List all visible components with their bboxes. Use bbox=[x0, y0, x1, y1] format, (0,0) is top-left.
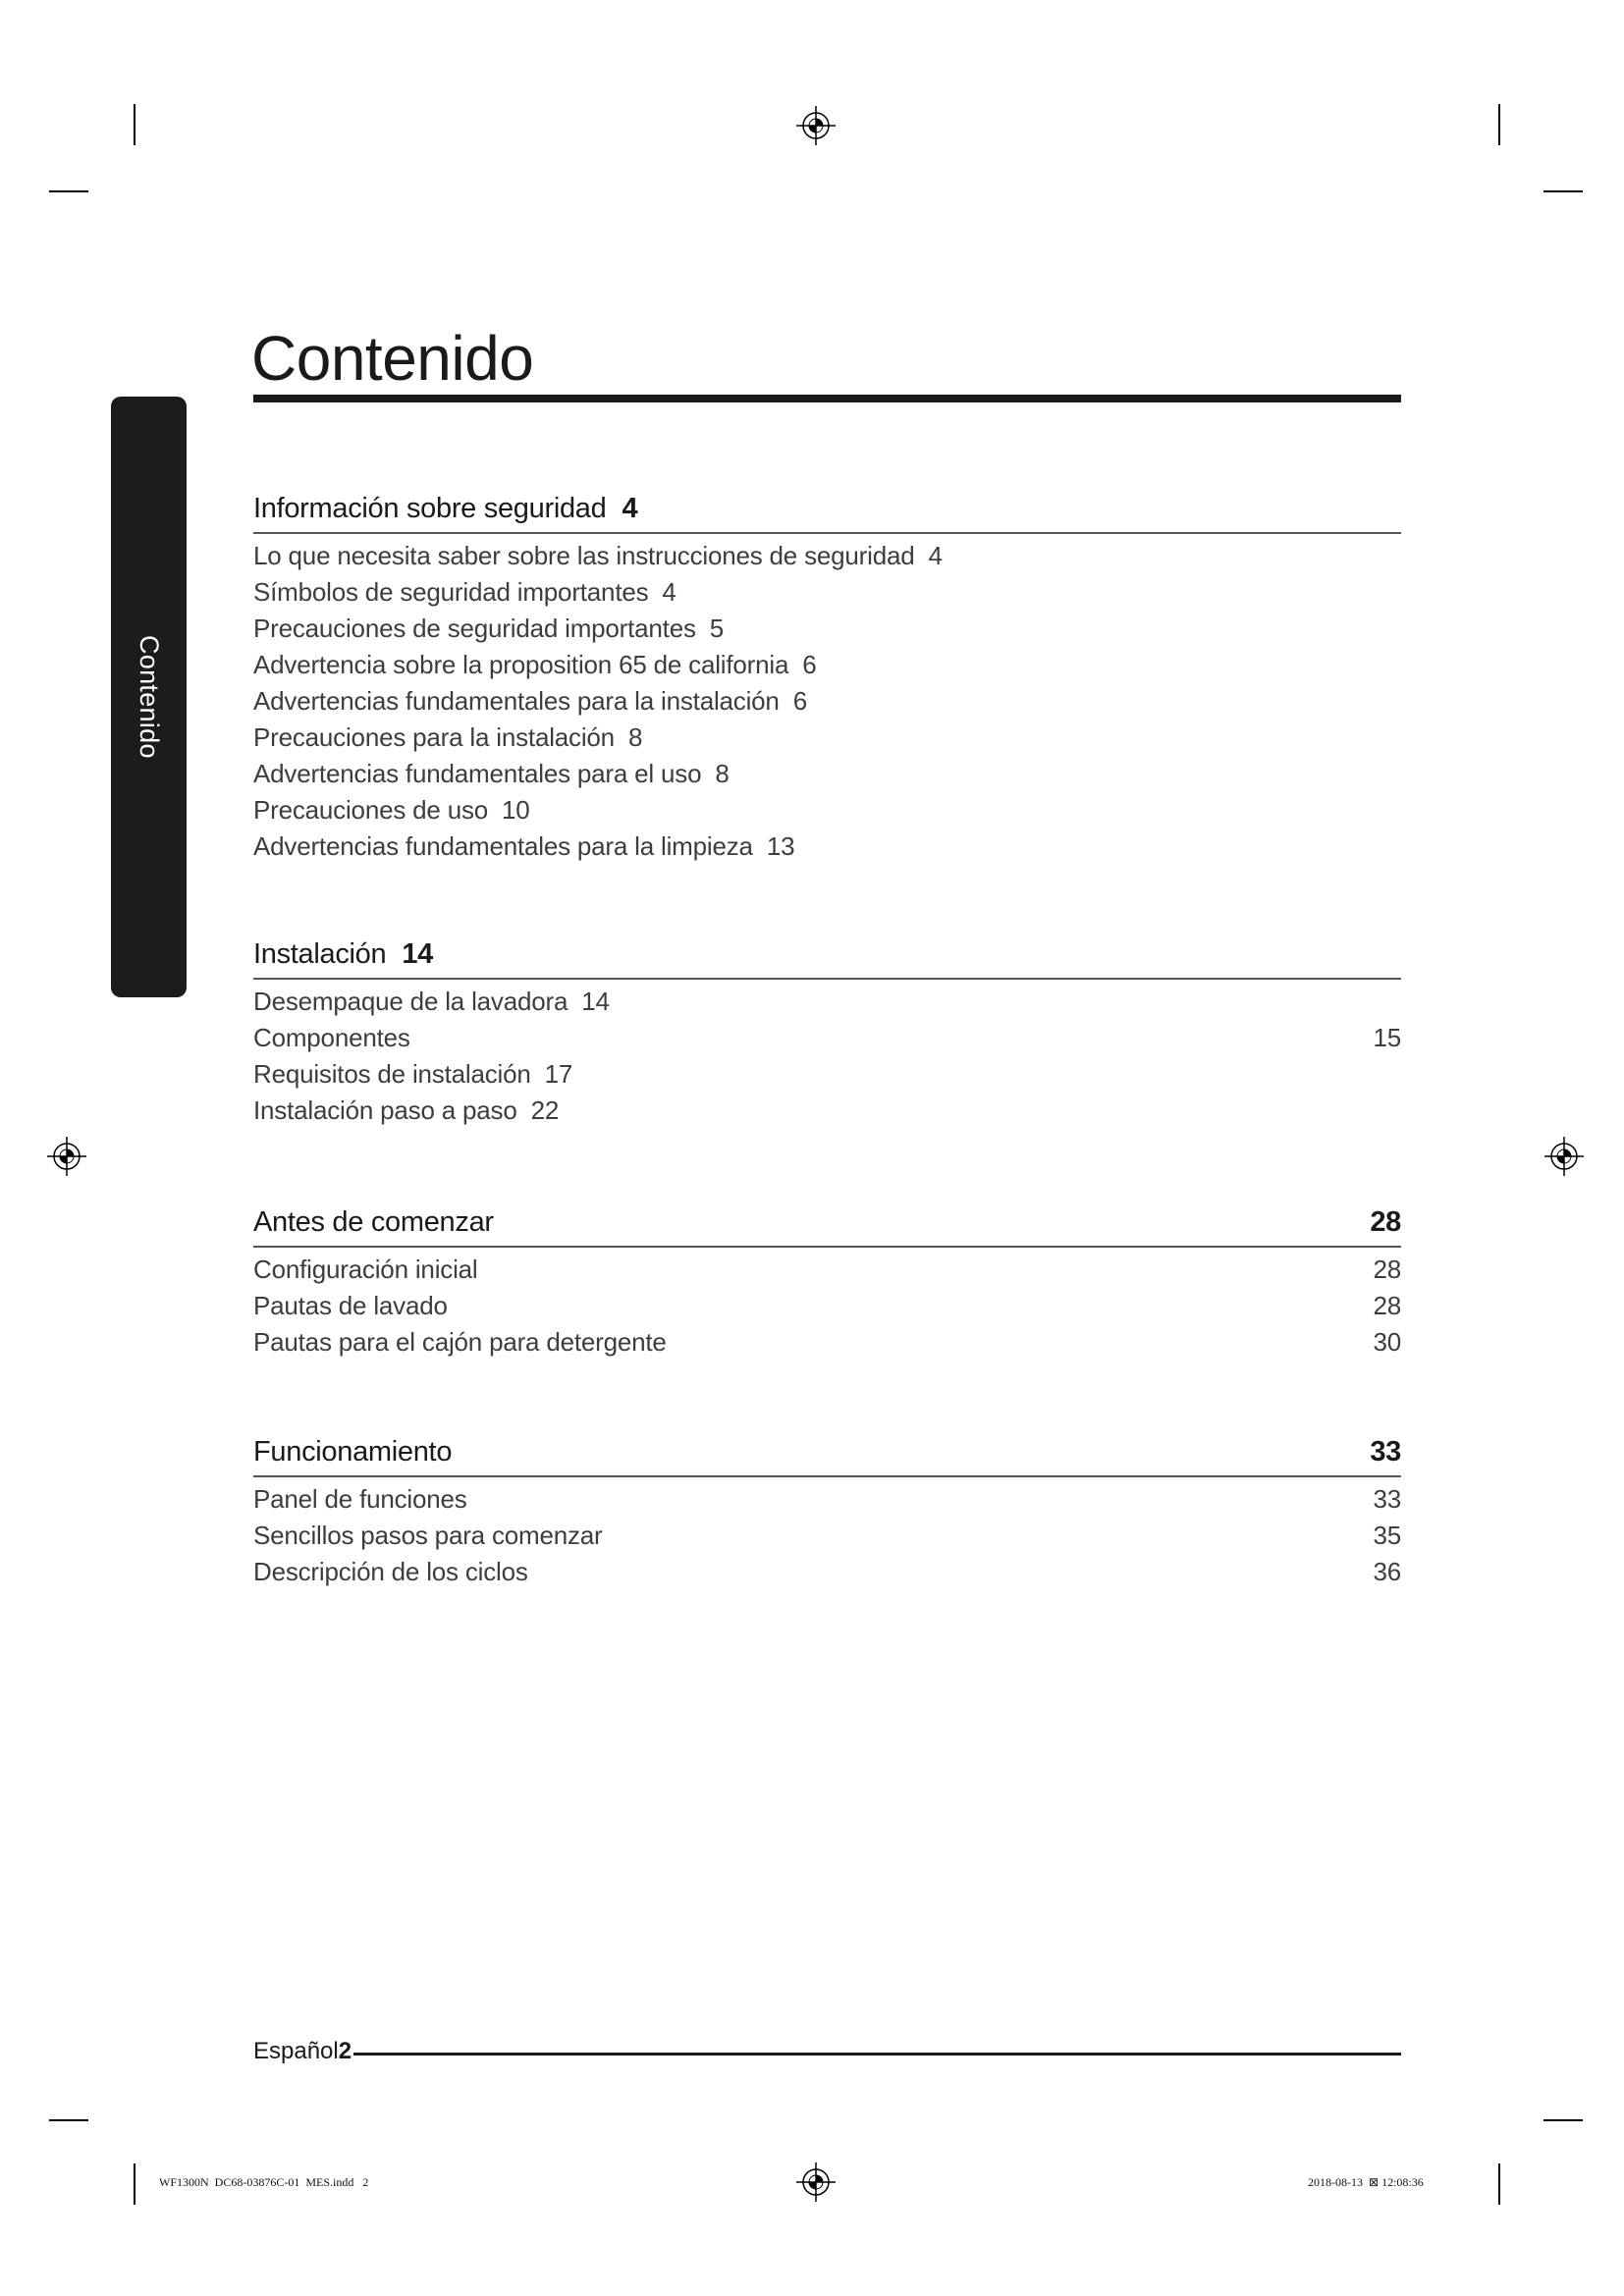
registration-target-icon bbox=[794, 104, 838, 147]
toc-heading[interactable] bbox=[253, 936, 1401, 972]
slug-time: 12:08:36 bbox=[1381, 2175, 1424, 2189]
toc-entry[interactable] bbox=[253, 1554, 1401, 1590]
print-slug-timestamp bbox=[1308, 2174, 1424, 2190]
crop-mark-bottom-right-vertical bbox=[1498, 2163, 1500, 2205]
toc-heading-page: 28 bbox=[1370, 1206, 1401, 1238]
toc-entry-page: 8 bbox=[715, 759, 730, 788]
toc-entry-label: Advertencia sobre la proposition 65 de california bbox=[253, 650, 789, 679]
toc-entry[interactable] bbox=[253, 1324, 1401, 1361]
toc-entry-page: 15 bbox=[1373, 1023, 1401, 1052]
toc-entry-page: 4 bbox=[928, 541, 943, 570]
footer-language: Español bbox=[253, 2038, 339, 2064]
toc-entry-label: Lo que necesita saber sobre las instrucciones de seguridad bbox=[253, 541, 915, 570]
toc-entry-page: 4 bbox=[662, 577, 677, 607]
toc-entry[interactable] bbox=[253, 1252, 1401, 1288]
toc-section-funcionamiento bbox=[253, 1434, 1401, 1590]
toc-entry-label: Descripción de los ciclos bbox=[253, 1557, 528, 1586]
toc-entry[interactable] bbox=[253, 828, 1401, 865]
toc-entry[interactable] bbox=[253, 720, 1401, 756]
toc-entry-label: Componentes bbox=[253, 1023, 410, 1052]
slug-file-page: 2 bbox=[362, 2175, 369, 2189]
toc-entry[interactable] bbox=[253, 611, 1401, 647]
toc-entry-page: 28 bbox=[1373, 1291, 1401, 1320]
toc-entry-page: 8 bbox=[627, 722, 643, 752]
toc-entry[interactable] bbox=[253, 1093, 1401, 1129]
side-tab-label: Contenido bbox=[135, 635, 164, 759]
toc-entry-page: 30 bbox=[1373, 1327, 1401, 1357]
page-footer bbox=[253, 2037, 352, 2066]
toc-entry-label: Advertencias fundamentales para la instalación bbox=[253, 686, 780, 716]
toc-entry-page: 28 bbox=[1373, 1255, 1401, 1284]
toc-entry-label: Pautas para el cajón para detergente bbox=[253, 1327, 667, 1357]
crop-mark-top-right-vertical bbox=[1498, 104, 1500, 145]
toc-entry[interactable] bbox=[253, 1518, 1401, 1554]
toc-entry-label: Advertencias fundamentales para la limpieza bbox=[253, 831, 753, 861]
toc-entry-label: Instalación paso a paso bbox=[253, 1095, 517, 1125]
toc-heading-page: 33 bbox=[1370, 1436, 1401, 1468]
toc-entry-label: Desempaque de la lavadora bbox=[253, 987, 568, 1016]
toc-entry[interactable] bbox=[253, 1056, 1401, 1093]
toc-entry-label: Pautas de lavado bbox=[253, 1291, 448, 1320]
toc-entry[interactable] bbox=[253, 984, 1401, 1020]
registration-target-icon bbox=[1543, 1135, 1586, 1178]
toc-section-antes-de-comenzar bbox=[253, 1204, 1401, 1361]
crop-mark-top-right-horizontal bbox=[1543, 190, 1583, 192]
toc-heading-label: Instalación bbox=[253, 938, 387, 970]
footer-rule bbox=[353, 2053, 1401, 2056]
toc-entry-label: Precauciones de seguridad importantes bbox=[253, 614, 696, 643]
toc-entry-list bbox=[253, 534, 1401, 865]
toc-entry-label: Requisitos de instalación bbox=[253, 1059, 531, 1089]
toc-entry-page: 36 bbox=[1373, 1557, 1401, 1586]
crop-mark-bottom-left-horizontal bbox=[49, 2119, 88, 2121]
toc-entry[interactable] bbox=[253, 1288, 1401, 1324]
page-number: 2 bbox=[338, 2038, 352, 2064]
toc-entry-label: Panel de funciones bbox=[253, 1484, 467, 1514]
slug-file-name: WF1300N DC68-03876C-01 MES.indd bbox=[159, 2175, 354, 2189]
registration-target-icon bbox=[45, 1135, 88, 1178]
toc-section-instalacion bbox=[253, 936, 1401, 1129]
toc-entry-page: 17 bbox=[544, 1059, 573, 1089]
toc-entry[interactable] bbox=[253, 1481, 1401, 1518]
toc-entry[interactable] bbox=[253, 1020, 1401, 1056]
toc-entry-page: 33 bbox=[1373, 1484, 1401, 1514]
crop-mark-top-left-vertical bbox=[134, 104, 135, 145]
slug-date: 2018-08-13 bbox=[1308, 2175, 1363, 2189]
crop-mark-bottom-right-horizontal bbox=[1543, 2119, 1583, 2121]
toc-entry[interactable] bbox=[253, 792, 1401, 828]
toc-entry[interactable] bbox=[253, 574, 1401, 611]
toc-heading[interactable] bbox=[253, 491, 1401, 526]
toc-section-seguridad bbox=[253, 491, 1401, 865]
toc-entry-page: 10 bbox=[502, 795, 530, 825]
toc-heading-label: Antes de comenzar bbox=[253, 1206, 494, 1238]
toc-entry-label: Advertencias fundamentales para el uso bbox=[253, 759, 702, 788]
toc-heading[interactable] bbox=[253, 1204, 1401, 1240]
print-slug-file bbox=[159, 2174, 368, 2190]
toc-entry[interactable] bbox=[253, 538, 1401, 574]
toc-heading-page: 4 bbox=[622, 493, 638, 524]
toc-entry-page: 35 bbox=[1373, 1521, 1401, 1550]
crop-mark-top-left-horizontal bbox=[49, 190, 88, 192]
toc-entry-list bbox=[253, 1248, 1401, 1361]
toc-entry-list bbox=[253, 980, 1401, 1129]
toc-entry[interactable] bbox=[253, 647, 1401, 683]
toc-heading-label: Funcionamiento bbox=[253, 1436, 453, 1468]
toc-entry-page: 13 bbox=[766, 831, 795, 861]
title-rule bbox=[253, 395, 1401, 402]
side-index-tab bbox=[111, 397, 187, 997]
crop-mark-bottom-left-vertical bbox=[134, 2163, 135, 2205]
toc-entry[interactable] bbox=[253, 683, 1401, 720]
toc-entry-page: 22 bbox=[530, 1095, 560, 1125]
toc-entry-page: 6 bbox=[792, 686, 807, 716]
toc-heading[interactable] bbox=[253, 1434, 1401, 1469]
registration-target-icon bbox=[794, 2161, 838, 2204]
toc-heading-label: Información sobre seguridad bbox=[253, 493, 607, 524]
toc-heading-page: 14 bbox=[402, 938, 434, 970]
toc-entry-list bbox=[253, 1477, 1401, 1590]
toc-entry-label: Configuración inicial bbox=[253, 1255, 478, 1284]
slug-mark: ⊠ bbox=[1369, 2175, 1380, 2189]
toc-entry-page: 14 bbox=[581, 987, 610, 1016]
toc-entry-page: 5 bbox=[709, 614, 725, 643]
toc-entry-label: Precauciones para la instalación bbox=[253, 722, 615, 752]
toc-entry[interactable] bbox=[253, 756, 1401, 792]
toc-entry-label: Precauciones de uso bbox=[253, 795, 489, 825]
page-title: Contenido bbox=[251, 323, 534, 394]
toc-entry-page: 6 bbox=[802, 650, 817, 679]
toc-entry-label: Símbolos de seguridad importantes bbox=[253, 577, 649, 607]
toc-entry-label: Sencillos pasos para comenzar bbox=[253, 1521, 603, 1550]
